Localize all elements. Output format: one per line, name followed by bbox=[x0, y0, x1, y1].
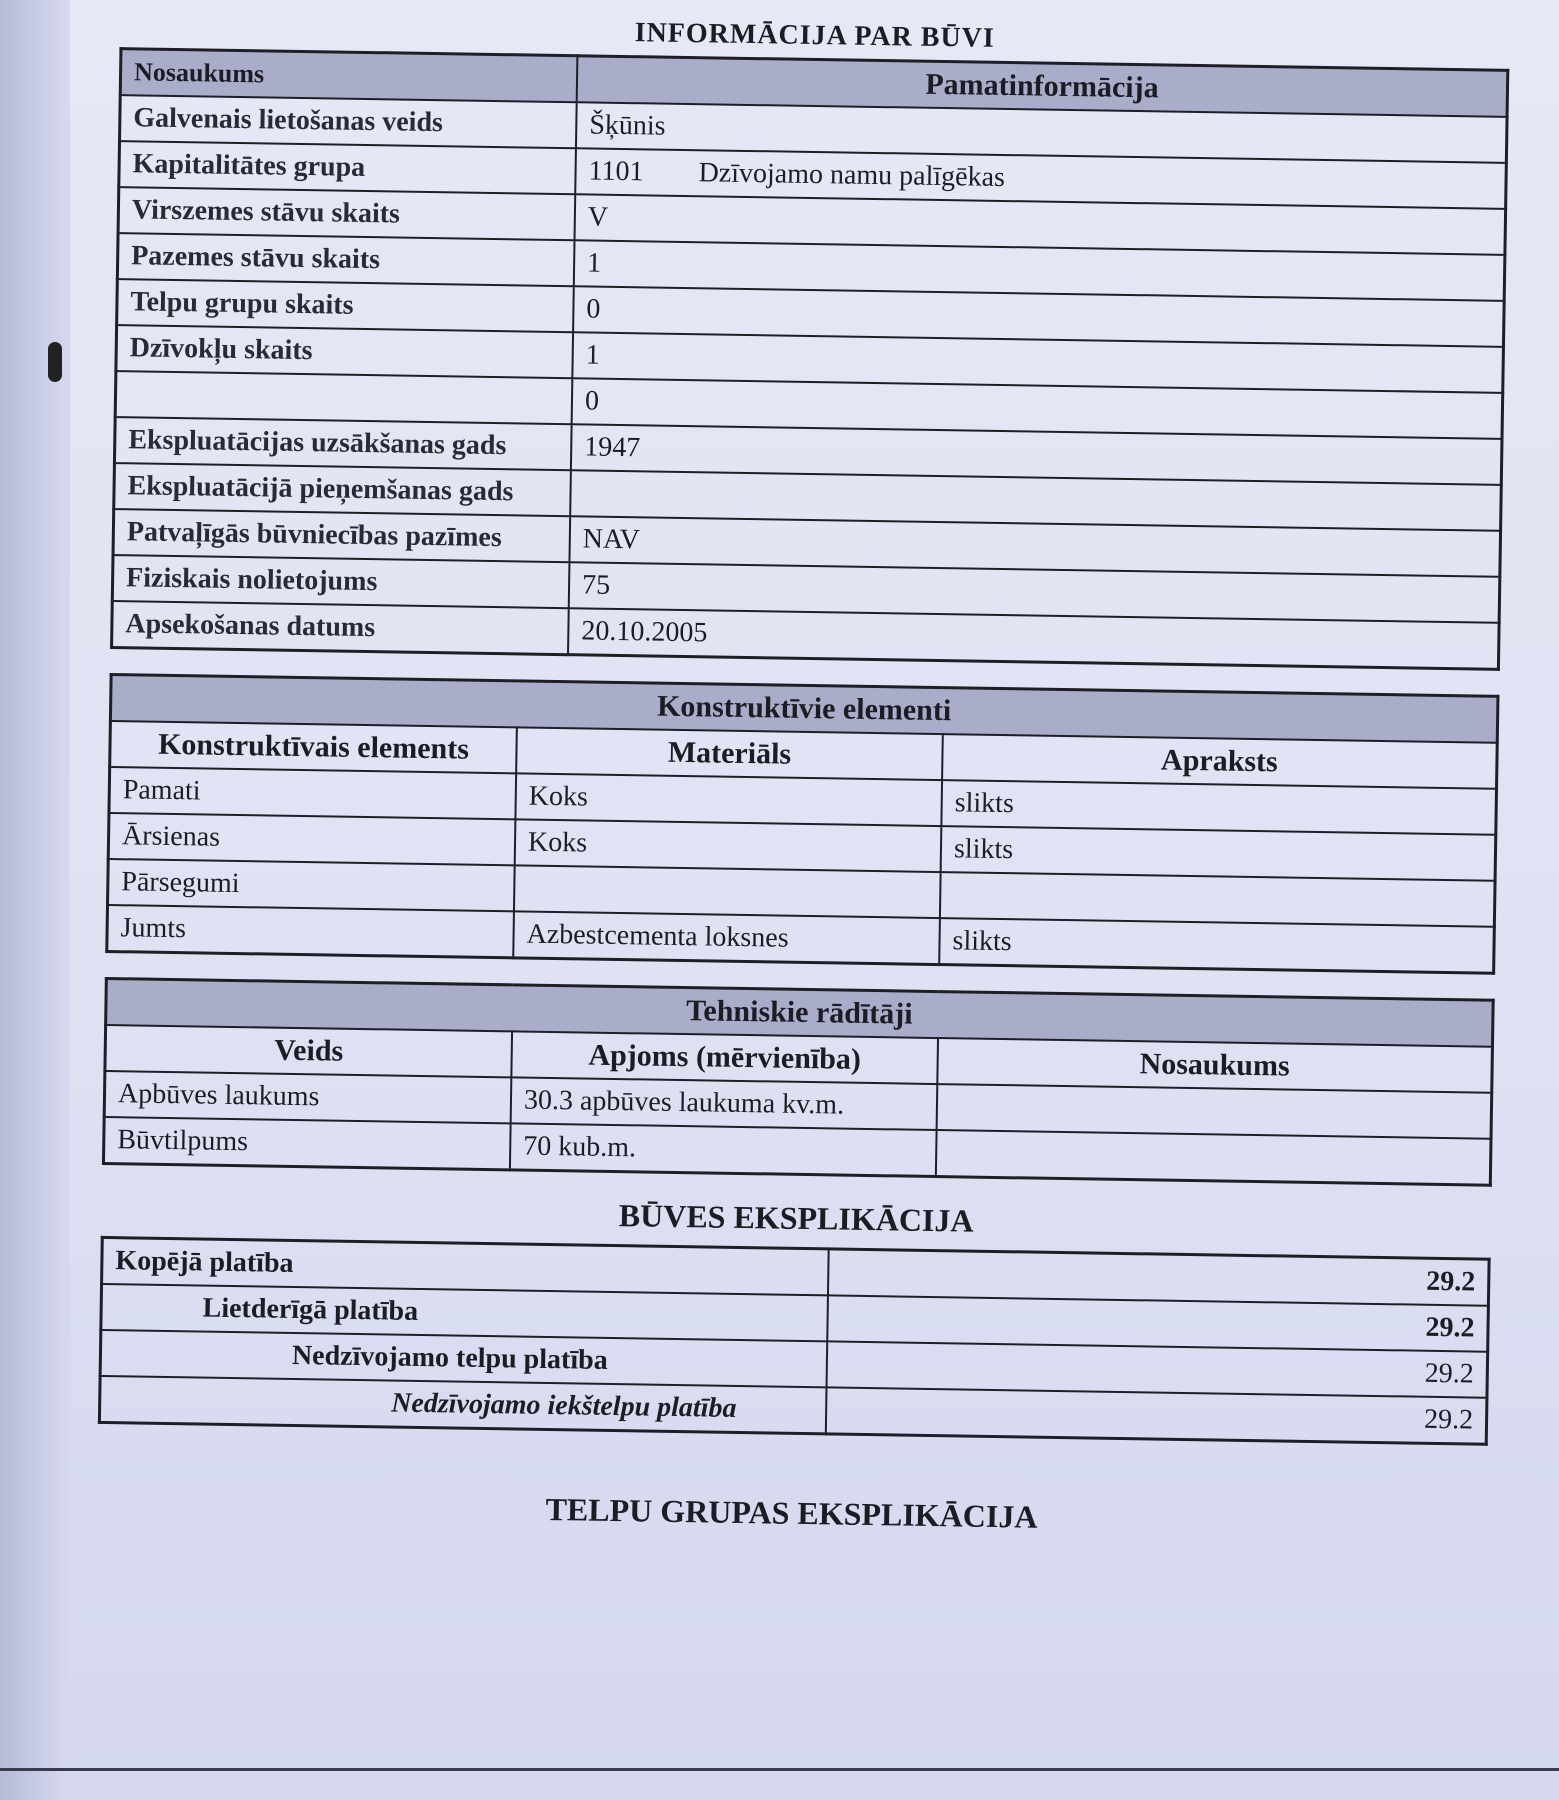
info-label: Ekspluatācijā pieņemšanas gads bbox=[114, 463, 571, 516]
info-label: Virszemes stāvu skaits bbox=[118, 187, 575, 240]
construct-material: Azbestcementa loksnes bbox=[513, 911, 940, 964]
info-value: 1 bbox=[572, 332, 1503, 393]
document-content bbox=[96, 9, 1510, 1553]
tech-col-type: Veids bbox=[105, 1025, 512, 1077]
tech-col-name: Nosaukums bbox=[937, 1038, 1492, 1093]
info-label: Patvaļīgās būvniecības pazīmes bbox=[113, 509, 570, 562]
construct-description: slikts bbox=[939, 918, 1494, 973]
explication-value: 29.2 bbox=[827, 1341, 1488, 1397]
binding-hole bbox=[48, 342, 62, 382]
info-value: V bbox=[575, 194, 1506, 255]
construct-description: slikts bbox=[941, 826, 1496, 881]
info-label: Kapitalitātes grupa bbox=[119, 141, 576, 194]
info-value: Šķūnis bbox=[576, 102, 1507, 163]
explication-value: 29.2 bbox=[827, 1295, 1488, 1351]
info-value: 1947 bbox=[571, 424, 1502, 485]
info-label: Pazemes stāvu skaits bbox=[117, 233, 574, 286]
tech-volume: 70 kub.m. bbox=[510, 1123, 937, 1176]
construct-col-element: Konstruktīvais elements bbox=[110, 721, 517, 773]
construct-element: Pamati bbox=[109, 767, 516, 819]
construct-element: Jumts bbox=[107, 905, 514, 958]
info-header-left: Nosaukums bbox=[120, 49, 577, 103]
info-code-desc: Dzīvojamo namu palīgēkas bbox=[698, 157, 1006, 194]
tech-title: Tehniskie rādītāji bbox=[106, 978, 1494, 1046]
construct-col-description: Apraksts bbox=[942, 734, 1497, 789]
explication-value: 29.2 bbox=[828, 1249, 1489, 1306]
explication-title: BŪVES EKSPLIKĀCIJA bbox=[618, 1197, 974, 1239]
info-value: 0 bbox=[573, 286, 1504, 347]
construct-element: Pārsegumi bbox=[108, 859, 515, 911]
info-header-right: Pamatinformācija bbox=[577, 56, 1508, 117]
tech-type: Būvtilpums bbox=[103, 1117, 510, 1170]
info-value: 75 bbox=[569, 562, 1500, 623]
info-value: 1 bbox=[574, 240, 1505, 301]
explication-label: Nedzīvojamo telpu platība bbox=[100, 1330, 827, 1387]
info-code: 1101 bbox=[588, 155, 644, 188]
explication-table bbox=[98, 1236, 1491, 1446]
explication-label: Lietderīgā platība bbox=[101, 1284, 828, 1341]
info-title: INFORMĀCIJA PAR BŪVI bbox=[634, 17, 996, 54]
explication-value: 29.2 bbox=[826, 1387, 1487, 1444]
explication-label: Nedzīvojamo iekštelpu platība bbox=[99, 1376, 826, 1434]
construct-col-material: Materiāls bbox=[516, 727, 943, 780]
info-label: Apsekošanas datums bbox=[112, 601, 569, 655]
info-value: 20.10.2005 bbox=[568, 608, 1499, 669]
construct-material: Koks bbox=[515, 819, 942, 872]
info-label: Fiziskais nolietojums bbox=[112, 555, 569, 608]
info-label: Galvenais lietošanas veids bbox=[120, 95, 577, 148]
binding-edge bbox=[0, 0, 70, 1800]
construct-table bbox=[105, 673, 1499, 975]
info-value: NAV bbox=[569, 516, 1500, 577]
construct-material bbox=[514, 865, 941, 918]
info-label bbox=[115, 371, 572, 424]
info-label: Telpu grupu skaits bbox=[117, 279, 574, 332]
info-value: 0 bbox=[572, 378, 1503, 439]
construct-element: Ārsienas bbox=[108, 813, 515, 865]
tech-col-volume: Apjoms (mērvienība) bbox=[511, 1031, 938, 1084]
info-table bbox=[110, 47, 1509, 671]
info-label: Dzīvokļu skaits bbox=[116, 325, 573, 378]
construct-material: Koks bbox=[515, 773, 942, 826]
construct-description: slikts bbox=[941, 780, 1496, 835]
room-group-title: TELPU GRUPAS EKSPLIKĀCIJA bbox=[545, 1490, 1038, 1535]
tech-volume: 30.3 apbūves laukuma kv.m. bbox=[511, 1077, 938, 1130]
tech-type: Apbūves laukums bbox=[104, 1071, 511, 1123]
tech-name bbox=[936, 1130, 1491, 1185]
construct-title: Konstruktīvie elementi bbox=[110, 675, 1498, 743]
explication-label: Kopējā platība bbox=[102, 1237, 829, 1295]
info-label: Ekspluatācijas uzsākšanas gads bbox=[114, 417, 571, 470]
tech-table bbox=[102, 977, 1495, 1187]
page-bottom-rule bbox=[0, 1768, 1559, 1771]
